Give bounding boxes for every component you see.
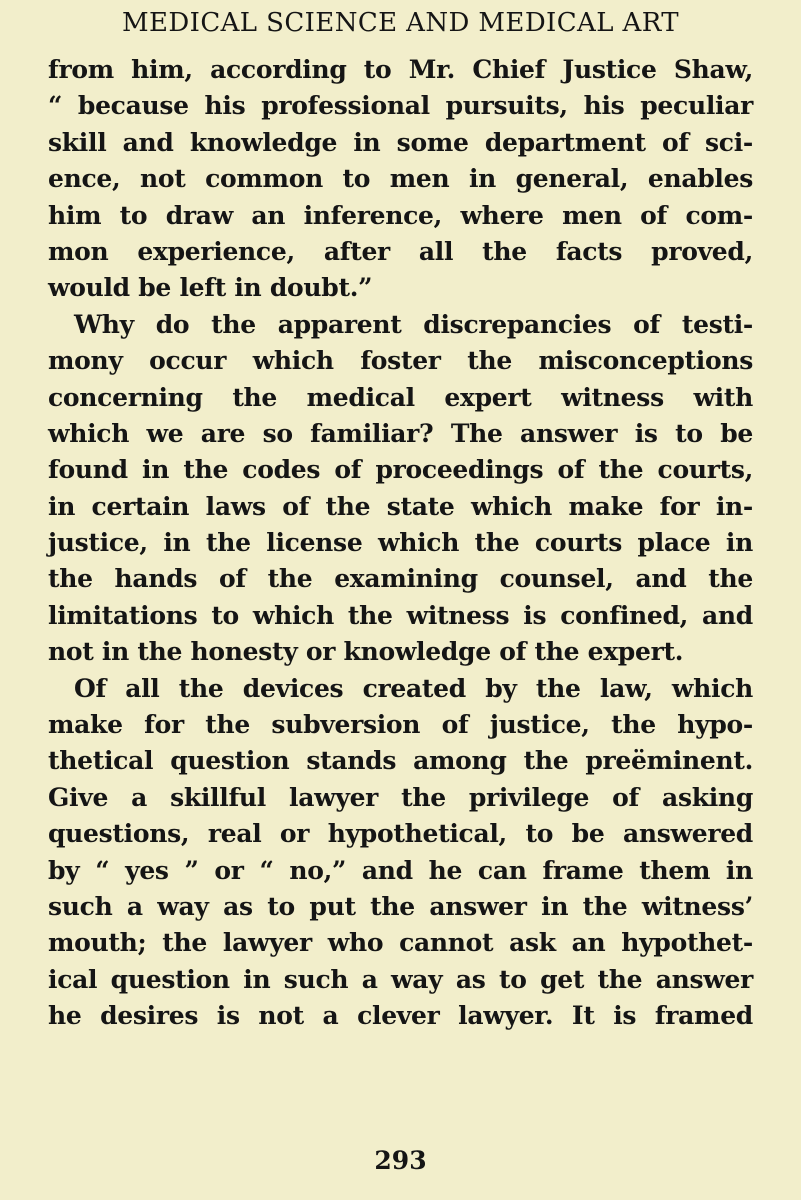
text-line: Give a skillful lawyer the privilege of asking (48, 782, 753, 812)
text-line: by “ yes ” or “ no,” and he can frame them in (48, 855, 753, 885)
text-line: questions, real or hypothetical, to be answered (48, 819, 753, 849)
text-line: found in the codes of proceedings of the courts, (48, 455, 753, 485)
text-line: thetical question stands among the preëminent. (48, 746, 753, 776)
text-line: which we are so familiar? The answer is to be (48, 418, 753, 448)
text-line: from him, according to Mr. Chief Justice Shaw, (48, 55, 753, 84)
text-line: ence, not common to men in general, enables (48, 164, 753, 194)
text-line: Why do the apparent discrepancies of testi- (74, 309, 753, 339)
text-line: concerning the medical expert witness with (48, 382, 753, 412)
text-line: in certain laws of the state which make for in- (48, 491, 753, 521)
text-line: Of all the devices created by the law, which (74, 673, 753, 703)
text-line: mony occur which foster the misconceptions (48, 346, 753, 376)
text-line: would be left in doubt.” (48, 273, 373, 303)
text-line: “ because his professional pursuits, his peculiar (48, 91, 753, 121)
text-line: limitations to which the witness is confined, and (48, 600, 753, 630)
text-line: he desires is not a clever lawyer. It is framed (48, 1001, 753, 1031)
running-head: MEDICAL SCIENCE AND MEDICAL ART (122, 8, 679, 38)
text-line: mon experience, after all the facts proved, (48, 236, 753, 266)
body-text (48, 52, 753, 1035)
text-line: ical question in such a way as to get the answer (48, 964, 753, 994)
text-line: justice, in the license which the courts place in (48, 528, 753, 558)
text-line: mouth; the lawyer who cannot ask an hypothet- (48, 928, 753, 958)
text-line: skill and knowledge in some department of sci- (48, 127, 753, 157)
text-line: not in the honesty or knowledge of the expert. (48, 637, 684, 667)
text-line: make for the subversion of justice, the hypo- (48, 710, 753, 740)
text-line: him to draw an inference, where men of com- (48, 200, 753, 230)
page-number: 293 (374, 1146, 427, 1175)
text-line: the hands of the examining counsel, and the (48, 564, 753, 594)
text-line: such a way as to put the answer in the witness’ (48, 891, 753, 921)
